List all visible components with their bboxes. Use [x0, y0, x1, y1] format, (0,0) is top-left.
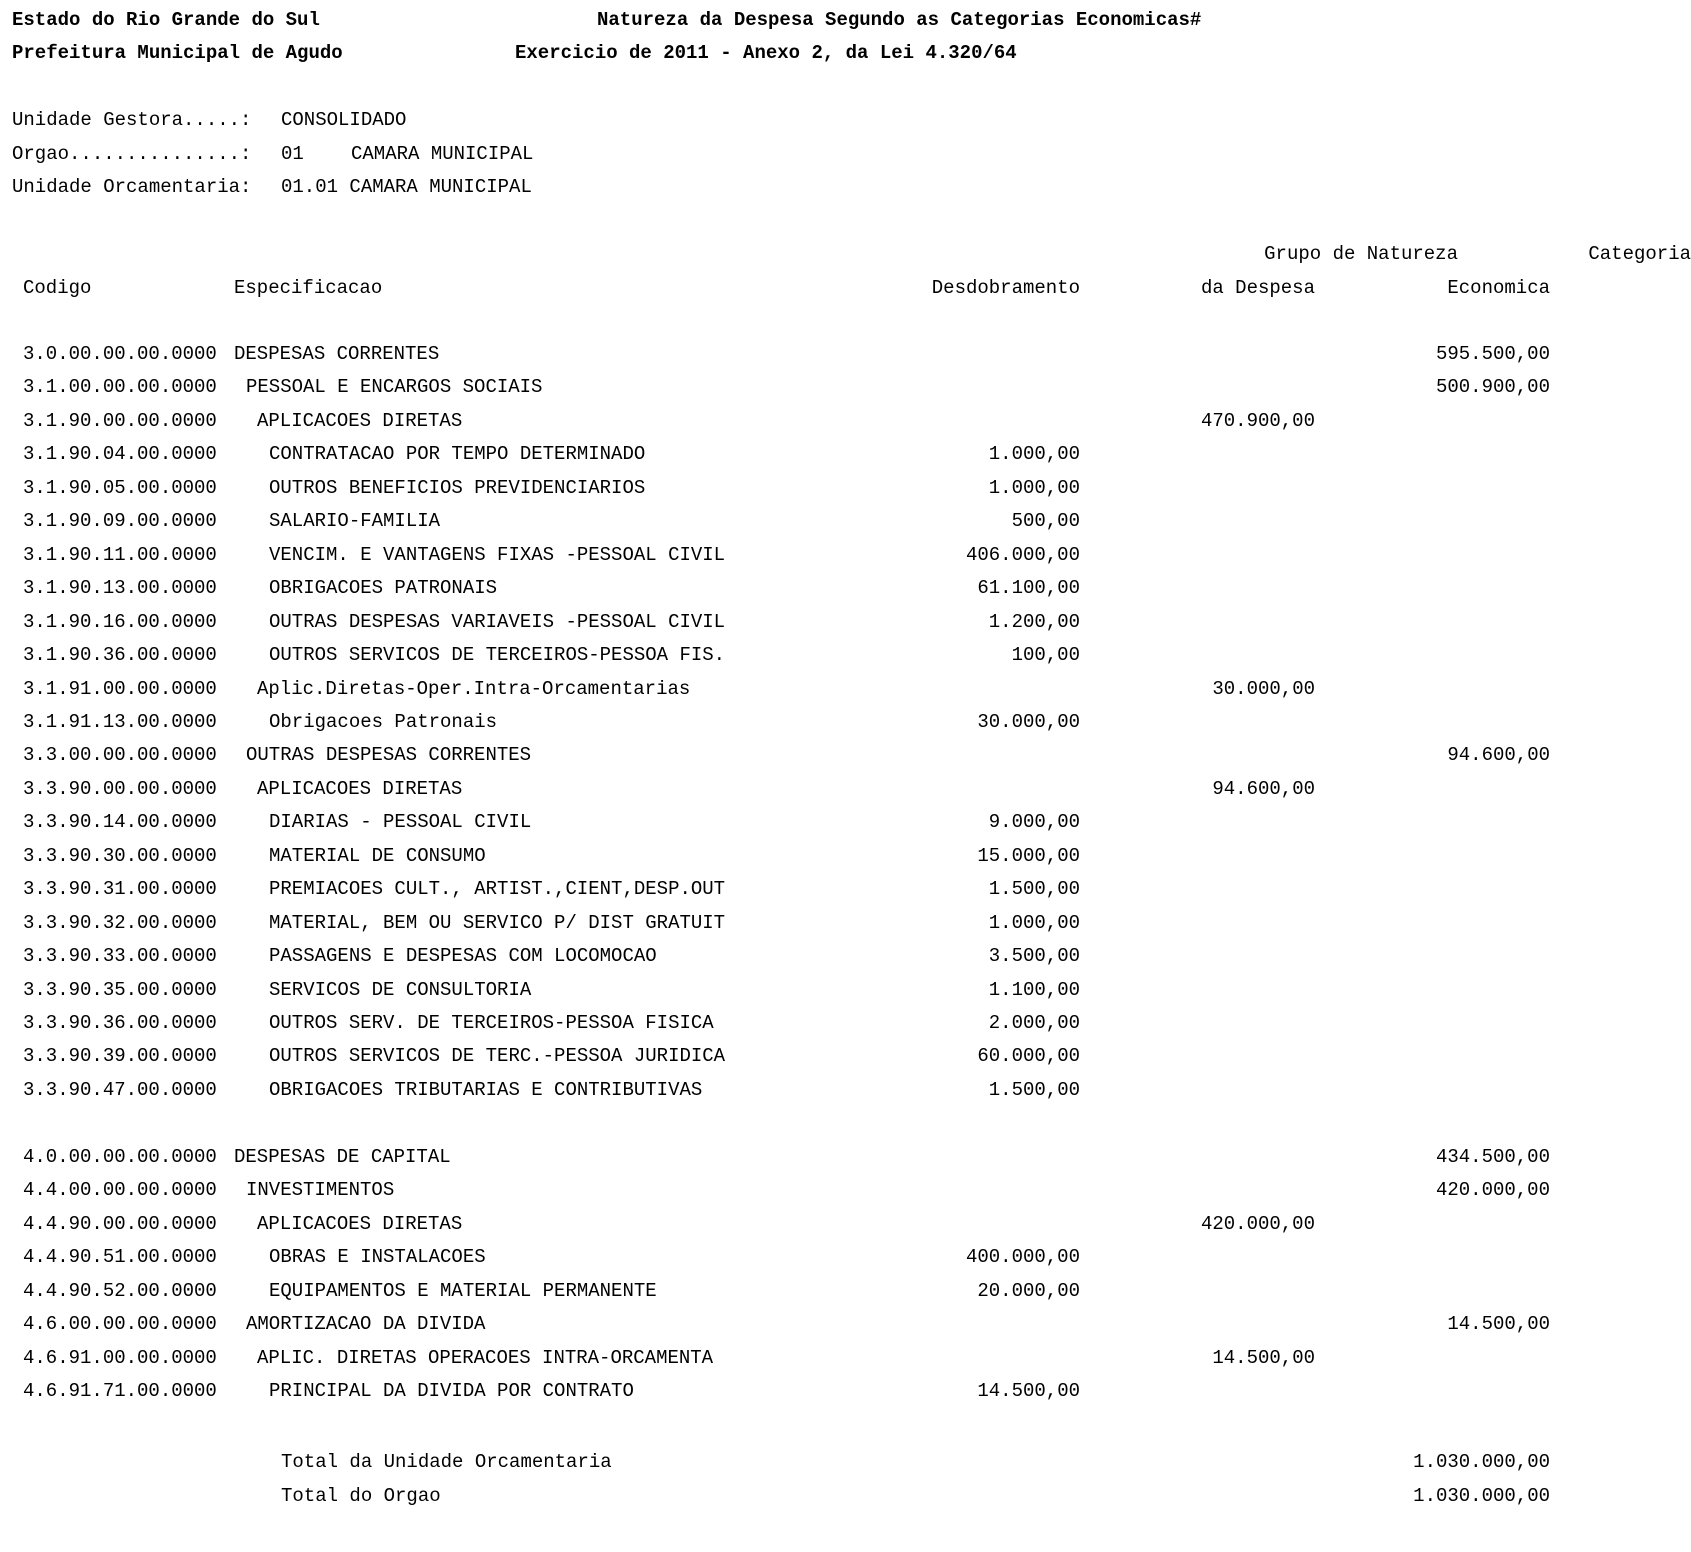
row-desdobramento: 500,00 — [1011, 510, 1080, 532]
table-row — [0, 579, 1653, 599]
row-desdobramento: 9.000,00 — [988, 811, 1080, 833]
table-row — [0, 512, 1653, 532]
table-row — [0, 445, 1653, 465]
row-code: 4.6.91.71.00.0000 — [23, 1380, 217, 1402]
col-desdobramento-header: Desdobramento — [931, 277, 1080, 299]
row-code: 4.4.00.00.00.0000 — [23, 1179, 217, 1201]
row-specification: DESPESAS CORRENTES — [234, 343, 440, 365]
unidade-orcamentaria-value: 01.01 CAMARA MUNICIPAL — [281, 176, 532, 198]
orgao-name: CAMARA MUNICIPAL — [351, 143, 534, 165]
row-grupo: 14.500,00 — [1212, 1347, 1315, 1369]
table-row — [0, 1215, 1653, 1235]
table-row — [0, 947, 1653, 967]
table-row — [0, 780, 1653, 800]
row-code: 3.1.90.00.00.0000 — [23, 410, 217, 432]
col-especificacao-header: Especificacao — [234, 277, 383, 299]
orgao-code: 01 — [281, 143, 304, 165]
table-row — [0, 1081, 1653, 1101]
row-categoria: 595.500,00 — [1435, 343, 1550, 365]
row-code: 3.1.90.11.00.0000 — [23, 544, 217, 566]
table-row — [0, 412, 1653, 432]
row-specification: MATERIAL, BEM OU SERVICO P/ DIST GRATUIT — [269, 912, 726, 934]
row-specification: OUTROS SERV. DE TERCEIROS-PESSOA FISICA — [269, 1012, 714, 1034]
row-specification: APLICACOES DIRETAS — [257, 778, 463, 800]
row-specification: VENCIM. E VANTAGENS FIXAS -PESSOAL CIVIL — [269, 544, 726, 566]
row-specification: DIARIAS - PESSOAL CIVIL — [269, 811, 532, 833]
row-desdobramento: 2.000,00 — [988, 1012, 1080, 1034]
table-row — [0, 880, 1653, 900]
total-orgao-value: 1.030.000,00 — [1413, 1485, 1550, 1507]
row-code: 4.4.90.52.00.0000 — [23, 1280, 217, 1302]
row-specification: Aplic.Diretas-Oper.Intra-Orcamentarias — [257, 678, 691, 700]
row-code: 3.1.00.00.00.0000 — [23, 376, 217, 398]
row-specification: PRINCIPAL DA DIVIDA POR CONTRATO — [269, 1380, 634, 1402]
row-desdobramento: 30.000,00 — [977, 711, 1080, 733]
row-code: 3.1.90.36.00.0000 — [23, 644, 217, 666]
table-row — [0, 713, 1653, 733]
table-row — [0, 1148, 1653, 1168]
row-specification: OBRAS E INSTALACOES — [269, 1246, 486, 1268]
table-row — [0, 345, 1653, 365]
table-row — [0, 813, 1653, 833]
row-specification: OUTRAS DESPESAS CORRENTES — [246, 744, 532, 766]
table-row — [0, 1248, 1653, 1268]
row-code: 3.1.90.13.00.0000 — [23, 577, 217, 599]
row-specification: OBRIGACOES TRIBUTARIAS E CONTRIBUTIVAS — [269, 1079, 703, 1101]
row-specification: PASSAGENS E DESPESAS COM LOCOMOCAO — [269, 945, 657, 967]
row-grupo: 94.600,00 — [1212, 778, 1315, 800]
row-code: 3.3.90.36.00.0000 — [23, 1012, 217, 1034]
row-desdobramento: 3.500,00 — [988, 945, 1080, 967]
row-code: 3.1.91.00.00.0000 — [23, 678, 217, 700]
municipality-name: Prefeitura Municipal de Agudo — [12, 42, 343, 64]
row-specification: DESPESAS DE CAPITAL — [234, 1146, 451, 1168]
table-row — [0, 1382, 1653, 1402]
row-grupo: 470.900,00 — [1200, 410, 1315, 432]
col-categoria-header-line2: Economica — [1447, 277, 1550, 299]
row-specification: CONTRATACAO POR TEMPO DETERMINADO — [269, 443, 646, 465]
row-code: 3.1.90.04.00.0000 — [23, 443, 217, 465]
row-code: 3.3.90.32.00.0000 — [23, 912, 217, 934]
row-code: 4.6.00.00.00.0000 — [23, 1313, 217, 1335]
row-desdobramento: 1.200,00 — [988, 611, 1080, 633]
row-code: 3.3.90.31.00.0000 — [23, 878, 217, 900]
row-specification: AMORTIZACAO DA DIVIDA — [246, 1313, 486, 1335]
unidade-orcamentaria-label: Unidade Orcamentaria: — [12, 176, 252, 198]
row-code: 3.3.90.33.00.0000 — [23, 945, 217, 967]
row-code: 4.4.90.51.00.0000 — [23, 1246, 217, 1268]
row-code: 3.1.91.13.00.0000 — [23, 711, 217, 733]
row-desdobramento: 20.000,00 — [977, 1280, 1080, 1302]
unidade-gestora-value: CONSOLIDADO — [281, 109, 407, 131]
row-desdobramento: 60.000,00 — [977, 1045, 1080, 1067]
row-code: 3.3.90.00.00.0000 — [23, 778, 217, 800]
row-desdobramento: 61.100,00 — [977, 577, 1080, 599]
table-row — [0, 914, 1653, 934]
row-specification: SERVICOS DE CONSULTORIA — [269, 979, 532, 1001]
row-specification: PREMIACOES CULT., ARTIST.,CIENT,DESP.OUT — [269, 878, 726, 900]
table-row — [0, 479, 1653, 499]
row-code: 3.0.00.00.00.0000 — [23, 343, 217, 365]
row-desdobramento: 1.000,00 — [988, 912, 1080, 934]
row-specification: APLICACOES DIRETAS — [257, 1213, 463, 1235]
table-row — [0, 1047, 1653, 1067]
row-specification: INVESTIMENTOS — [246, 1179, 395, 1201]
row-code: 3.3.90.14.00.0000 — [23, 811, 217, 833]
table-row — [0, 680, 1653, 700]
row-categoria: 500.900,00 — [1435, 376, 1550, 398]
state-name: Estado do Rio Grande do Sul — [12, 9, 320, 31]
row-code: 3.1.90.16.00.0000 — [23, 611, 217, 633]
row-code: 4.0.00.00.00.0000 — [23, 1146, 217, 1168]
row-desdobramento: 1.000,00 — [988, 477, 1080, 499]
row-code: 3.3.90.30.00.0000 — [23, 845, 217, 867]
row-specification: MATERIAL DE CONSUMO — [269, 845, 486, 867]
col-grupo-header-line1: Grupo de Natureza — [1264, 243, 1458, 265]
row-specification: Obrigacoes Patronais — [269, 711, 498, 733]
row-grupo: 30.000,00 — [1212, 678, 1315, 700]
table-row — [0, 1181, 1653, 1201]
row-desdobramento: 1.100,00 — [988, 979, 1080, 1001]
row-specification: OUTRAS DESPESAS VARIAVEIS -PESSOAL CIVIL — [269, 611, 726, 633]
row-specification: OUTROS SERVICOS DE TERCEIROS-PESSOA FIS. — [269, 644, 726, 666]
table-row — [0, 1315, 1653, 1335]
row-code: 3.1.90.09.00.0000 — [23, 510, 217, 532]
row-grupo: 420.000,00 — [1200, 1213, 1315, 1235]
total-unidade-value: 1.030.000,00 — [1413, 1451, 1550, 1473]
row-specification: APLIC. DIRETAS OPERACOES INTRA-ORCAMENTA — [257, 1347, 714, 1369]
row-specification: OUTROS SERVICOS DE TERC.-PESSOA JURIDICA — [269, 1045, 726, 1067]
table-row — [0, 746, 1653, 766]
row-specification: OBRIGACOES PATRONAIS — [269, 577, 498, 599]
table-row — [0, 613, 1653, 633]
row-code: 3.3.00.00.00.0000 — [23, 744, 217, 766]
table-row — [0, 1349, 1653, 1369]
orgao-label: Orgao...............: — [12, 143, 252, 165]
row-desdobramento: 15.000,00 — [977, 845, 1080, 867]
col-grupo-header-line2: da Despesa — [1200, 277, 1315, 299]
table-row — [0, 1282, 1653, 1302]
unidade-gestora-label: Unidade Gestora.....: — [12, 109, 252, 131]
row-desdobramento: 1.500,00 — [988, 1079, 1080, 1101]
total-unidade-label: Total da Unidade Orcamentaria — [281, 1451, 612, 1473]
row-specification: OUTROS BENEFICIOS PREVIDENCIARIOS — [269, 477, 646, 499]
table-row — [0, 546, 1653, 566]
row-code: 3.3.90.39.00.0000 — [23, 1045, 217, 1067]
report-title: Natureza da Despesa Segundo as Categorias Economicas# — [597, 9, 1202, 31]
row-code: 3.3.90.47.00.0000 — [23, 1079, 217, 1101]
table-row — [0, 646, 1653, 666]
table-row — [0, 378, 1653, 398]
total-orgao-label: Total do Orgao — [281, 1485, 441, 1507]
row-categoria: 420.000,00 — [1435, 1179, 1550, 1201]
row-desdobramento: 1.000,00 — [988, 443, 1080, 465]
table-row — [0, 847, 1653, 867]
row-categoria: 94.600,00 — [1447, 744, 1550, 766]
row-desdobramento: 406.000,00 — [965, 544, 1080, 566]
row-categoria: 14.500,00 — [1447, 1313, 1550, 1335]
row-desdobramento: 1.500,00 — [988, 878, 1080, 900]
row-desdobramento: 14.500,00 — [977, 1380, 1080, 1402]
row-code: 3.1.90.05.00.0000 — [23, 477, 217, 499]
col-categoria-header-line1: Categoria — [1588, 243, 1691, 265]
exercise-subtitle: Exercicio de 2011 - Anexo 2, da Lei 4.320/64 — [515, 42, 1017, 64]
row-specification: APLICACOES DIRETAS — [257, 410, 463, 432]
row-categoria: 434.500,00 — [1435, 1146, 1550, 1168]
row-desdobramento: 400.000,00 — [965, 1246, 1080, 1268]
row-code: 3.3.90.35.00.0000 — [23, 979, 217, 1001]
row-specification: EQUIPAMENTOS E MATERIAL PERMANENTE — [269, 1280, 657, 1302]
row-specification: SALARIO-FAMILIA — [269, 510, 441, 532]
row-desdobramento: 100,00 — [1011, 644, 1080, 666]
col-codigo-header: Codigo — [23, 277, 92, 299]
row-code: 4.4.90.00.00.0000 — [23, 1213, 217, 1235]
table-row — [0, 981, 1653, 1001]
table-row — [0, 1014, 1653, 1034]
row-code: 4.6.91.00.00.0000 — [23, 1347, 217, 1369]
row-specification: PESSOAL E ENCARGOS SOCIAIS — [246, 376, 543, 398]
